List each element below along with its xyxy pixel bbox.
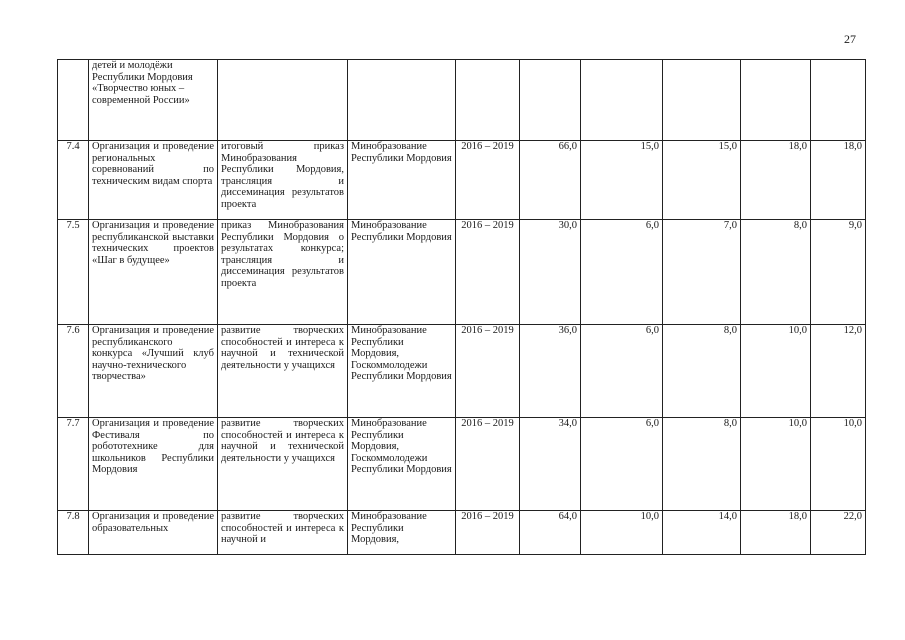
event-name-cell: детей и молодёжи Республики Мордовия «Творчество юных – современной России» xyxy=(89,60,218,141)
result-cell: итоговый приказ Минобразования Республики Мордовия, трансляция и диссеминация результатов проекта xyxy=(218,141,348,220)
year-2017-cell: 15,0 xyxy=(663,141,741,220)
year-2016-cell: 10,0 xyxy=(581,511,663,555)
year-2018-cell: 8,0 xyxy=(741,220,811,325)
year-2019-cell: 22,0 xyxy=(811,511,866,555)
year-2017-cell: 8,0 xyxy=(663,418,741,511)
year-2016-cell: 15,0 xyxy=(581,141,663,220)
year-2017-cell: 8,0 xyxy=(663,325,741,418)
total-cell: 34,0 xyxy=(520,418,581,511)
result-cell: развитие творческих способностей и интереса к научной и xyxy=(218,511,348,555)
executor-cell xyxy=(348,60,456,141)
table-row xyxy=(58,60,866,141)
year-2016-cell: 6,0 xyxy=(581,418,663,511)
year-2018-cell: 10,0 xyxy=(741,418,811,511)
executor-cell: Минобразование Республики Мордовия, Госкоммолодежи Республики Мордовия xyxy=(348,325,456,418)
year-2018-cell: 18,0 xyxy=(741,141,811,220)
total-cell: 64,0 xyxy=(520,511,581,555)
year-2017-cell xyxy=(663,60,741,141)
row-number: 7.8 xyxy=(58,511,89,555)
event-name-cell: Организация и проведение Фестиваля по робототехнике для школьников Республики Мордовия xyxy=(89,418,218,511)
period-cell: 2016 – 2019 xyxy=(456,511,520,555)
year-2019-cell xyxy=(811,60,866,141)
event-name-cell: Организация и проведение республиканского конкурса «Лучший клуб научно-технического творчества» xyxy=(89,325,218,418)
executor-cell: Минобразование Республики Мордовия xyxy=(348,141,456,220)
row-number: 7.4 xyxy=(58,141,89,220)
result-cell: приказ Минобразования Республики Мордовия о результатах конкурса; трансляция и диссеминация результатов проекта xyxy=(218,220,348,325)
total-cell: 36,0 xyxy=(520,325,581,418)
executor-cell: Минобразование Республики Мордовия xyxy=(348,220,456,325)
event-name-cell: Организация и проведение региональных соревнований по техническим видам спорта xyxy=(89,141,218,220)
year-2019-cell: 12,0 xyxy=(811,325,866,418)
total-cell xyxy=(520,60,581,141)
page-number: 27 xyxy=(844,32,856,46)
year-2019-cell: 10,0 xyxy=(811,418,866,511)
year-2019-cell: 9,0 xyxy=(811,220,866,325)
row-number: 7.7 xyxy=(58,418,89,511)
year-2016-cell xyxy=(581,60,663,141)
program-events-table xyxy=(57,59,866,555)
period-cell: 2016 – 2019 xyxy=(456,418,520,511)
result-cell xyxy=(218,60,348,141)
period-cell: 2016 – 2019 xyxy=(456,220,520,325)
event-name-cell: Организация и проведение образовательных xyxy=(89,511,218,555)
year-2019-cell: 18,0 xyxy=(811,141,866,220)
year-2018-cell xyxy=(741,60,811,141)
executor-cell: Минобразование Республики Мордовия, Госкоммолодежи Республики Мордовия xyxy=(348,418,456,511)
result-cell: развитие творческих способностей и интереса к научной и технической деятельности у учащихся xyxy=(218,325,348,418)
table-row xyxy=(58,325,866,418)
table-row xyxy=(58,418,866,511)
row-number xyxy=(58,60,89,141)
executor-cell: Минобразование Республики Мордовия, xyxy=(348,511,456,555)
total-cell: 66,0 xyxy=(520,141,581,220)
year-2017-cell: 14,0 xyxy=(663,511,741,555)
year-2018-cell: 18,0 xyxy=(741,511,811,555)
row-number: 7.6 xyxy=(58,325,89,418)
table-row xyxy=(58,220,866,325)
table-row xyxy=(58,141,866,220)
total-cell: 30,0 xyxy=(520,220,581,325)
event-name-cell: Организация и проведение республиканской выставки технических проектов «Шаг в будущее» xyxy=(89,220,218,325)
year-2016-cell: 6,0 xyxy=(581,325,663,418)
row-number: 7.5 xyxy=(58,220,89,325)
table-row xyxy=(58,511,866,555)
year-2018-cell: 10,0 xyxy=(741,325,811,418)
year-2016-cell: 6,0 xyxy=(581,220,663,325)
period-cell xyxy=(456,60,520,141)
period-cell: 2016 – 2019 xyxy=(456,325,520,418)
year-2017-cell: 7,0 xyxy=(663,220,741,325)
period-cell: 2016 – 2019 xyxy=(456,141,520,220)
result-cell: развитие творческих способностей и интереса к научной и технической деятельности у учащихся xyxy=(218,418,348,511)
